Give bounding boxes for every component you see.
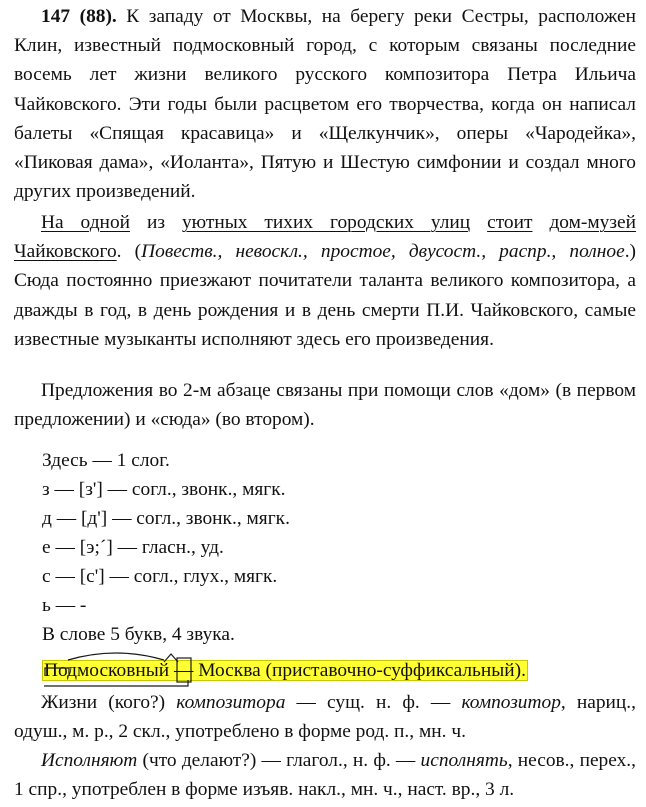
paragraph-2 [14,208,636,354]
adverbial-phrase-cont: уютных тихих городских улиц [181,212,471,233]
exercise-number: 147 (88). [41,6,117,27]
morph1-prefix: Жизни (кого?) [41,692,177,713]
phonetic-line: д — [д'] — согл., звонк., мягк. [42,508,290,529]
word-formation-text: — Москва (приставочно-суффиксальный). [169,660,526,681]
paragraph-1-text: К западу от Москвы, на берегу реки Сестры, расположен Клин, известный подмосковный город, с которым связаны последние восемь лет жизни великого русского композитора Петра Ильича Чайковского. Эти годы были расцветом его творчества, когда он написал балеты «Спящая красавица» и «Щелкунчик», оперы «Чародейка», «Пиковая дама», «Иоланта», Пятую и Шестую симфонии и создал много других произведений. [14,6,636,203]
phonetic-line: с — [с'] — согл., глух., мягк. [42,566,278,587]
morph2-initial-form: исполнять [420,750,508,771]
morph1-word: композитора [176,692,286,713]
syntax-analysis: Повеств., невоскл., простое, двусост., распр., полное [141,241,625,263]
analysis-open: ( [121,241,142,263]
paragraph-3: Предложения во 2-м абзаце связаны при помощи слов «дом» (в первом предложении) и «сюда» (во втором). [14,380,636,431]
preposition: из [130,212,182,233]
predicate: стоит [487,212,533,233]
word-formation-highlight [42,660,528,681]
subject: дом-музей Чайковского [14,212,636,263]
morph1-mid: — сущ. н. ф. — [285,692,462,713]
phonetic-summary: В слове 5 букв, 4 звука. [42,624,235,645]
morph1-rest: , нариц., одуш., м. р., 2 скл., употреблено в форме род. п., мн. ч. [14,692,636,743]
phonetic-line: ь — - [42,595,87,616]
phonetic-line: з — [з'] — согл., звонк., мягк. [42,479,286,500]
phonetic-line: е — [э;´] — гласн., уд. [42,537,224,558]
morphology-2 [14,746,636,804]
analysis-close: .) [624,241,636,263]
word-formation-line [42,656,528,685]
derived-word: Подмосковный [44,660,170,681]
paragraph-2-rest: Сюда постоянно приезжают почитатели таланта великого композитора, а дважды в год, в день рождения и в день смерти П.И. Чайковского, самые известные музыканты исполняют здесь его произведения. [14,270,636,350]
morph2-mid: (что делают?) — глагол., н. ф. — [137,750,421,771]
sentence-end: . [116,241,122,263]
adverbial-phrase: На одной [41,212,131,233]
morph2-word: Исполняют [41,750,138,771]
paragraph-1 [14,2,636,206]
morphology-1 [14,688,636,746]
morph1-initial-form: композитор [461,692,561,713]
phonetic-title: Здесь — 1 слог. [42,450,170,471]
morph2-rest: , несов., перех., 1 спр., употреблен в форме изъяв. накл., мн. ч., наст. вр., 3 л. [14,750,636,801]
